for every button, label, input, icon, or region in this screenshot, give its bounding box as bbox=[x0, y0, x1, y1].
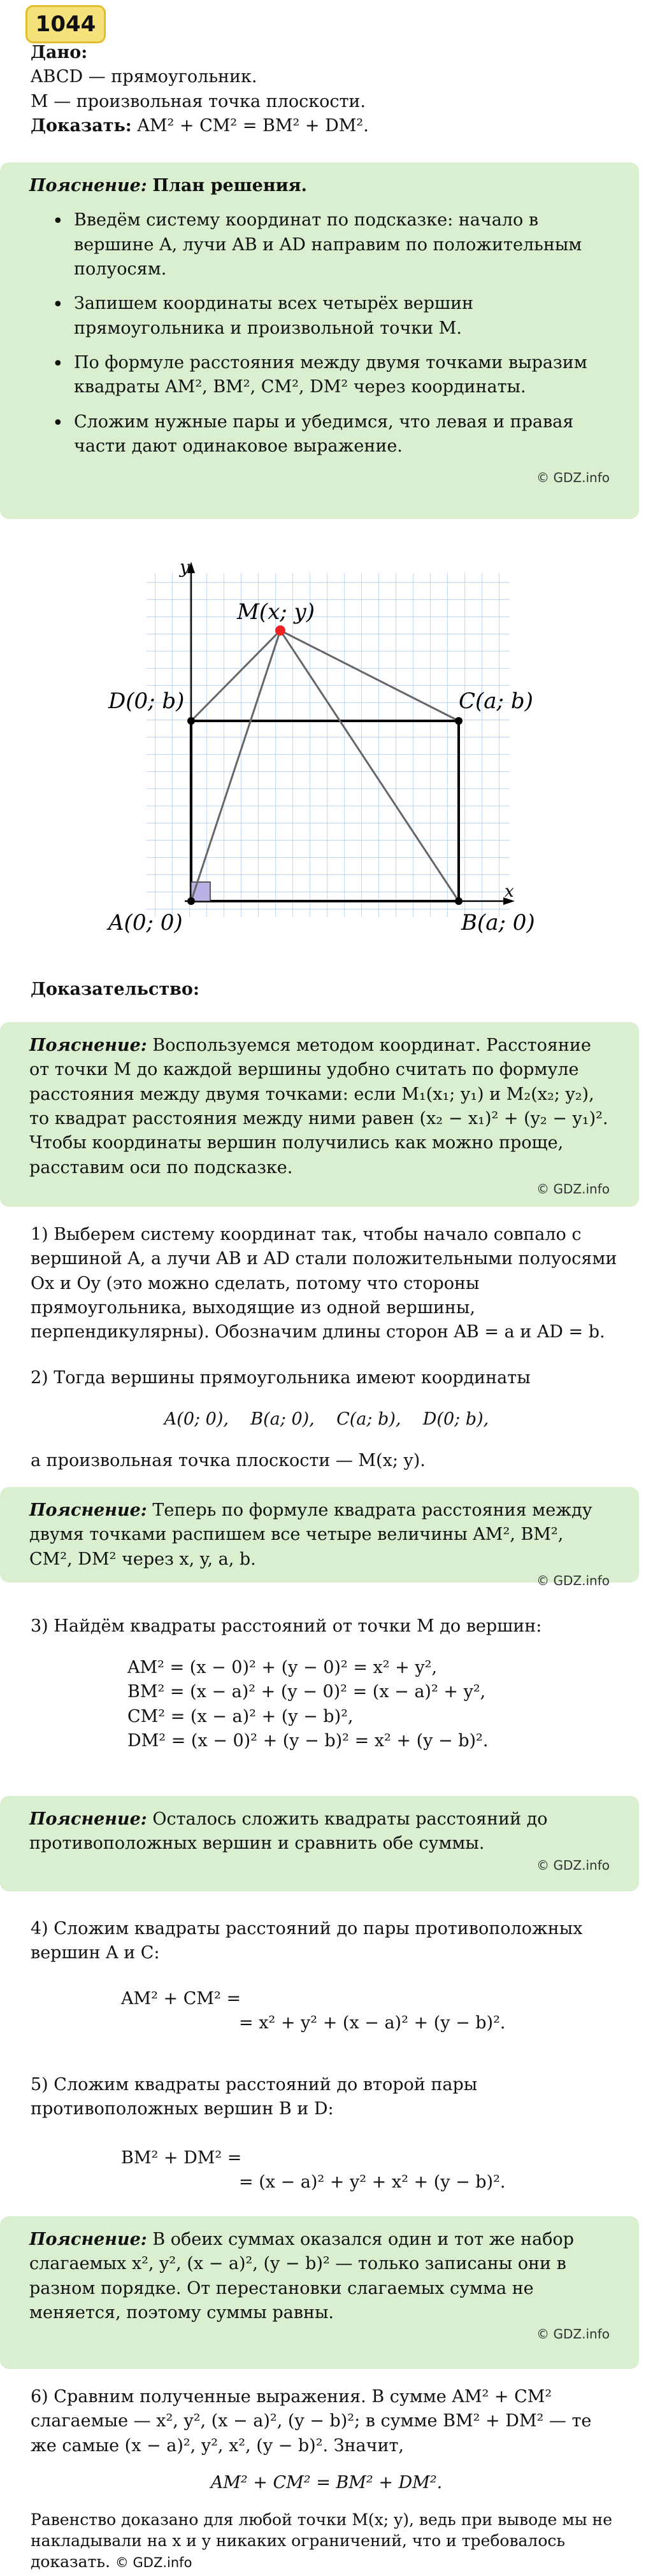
step-4: 4) Сложим квадраты расстояний до пары противоположных вершин A и C: bbox=[31, 1919, 583, 1963]
step-4-equations bbox=[121, 1987, 653, 2036]
rectangle-figure bbox=[0, 548, 653, 955]
label-m: M(x; y) bbox=[237, 599, 315, 625]
label-c: C(a; b) bbox=[459, 688, 533, 714]
prove-line: Доказать: AM² + CM² = BM² + DM². bbox=[31, 115, 369, 136]
eq-cm: CM² = (x − a)² + (y − b)², bbox=[127, 1706, 354, 1726]
label-b: B(a; 0) bbox=[461, 910, 535, 936]
note-1-text: Пояснение: Воспользуемся методом координат. Расстояние от точки M до каждой вершины удобно считать по формуле расстояния между двумя точками: если M₁(x₁; y₁) и M₂(x₂; y₂), то квадрат расстояния между ними равен (x₂ − x₁)² + (y₂ − y₁)². Чтобы координаты вершин получились как можно проще, расставим оси по подсказке. bbox=[29, 1035, 608, 1178]
plan-item-2: • Запишем координаты всех четырёх вершин прямоугольника и произвольной точки M. bbox=[29, 292, 610, 341]
step-6-equation: AM² + CM² = BM² + DM². bbox=[210, 2473, 443, 2493]
task-number: 1044 bbox=[25, 5, 106, 43]
axis-x-label: x bbox=[505, 882, 514, 901]
note-3-text: Пояснение: Осталось сложить квадраты расстояний до противоположных вершин и сравнить обе суммы. bbox=[29, 1809, 548, 1854]
note-4-text: Пояснение: В обеих суммах оказался один и тот же набор слагаемых x², y², (x − a)², (y − b)² — только записаны они в разном порядке. От перестановки слагаемых сумма не меняется, поэтому суммы равны. bbox=[29, 2230, 574, 2323]
given-title: Дано: bbox=[31, 43, 88, 62]
eq-sum-ac-right: = x² + y² + (x − a)² + (y − b)². bbox=[239, 2013, 506, 2033]
eq-sum-ac-left: AM² + CM² = bbox=[121, 1989, 241, 2009]
plan-copyright: © GDZ.info bbox=[536, 470, 610, 486]
given-line-1: ABCD — прямоугольник. bbox=[31, 67, 257, 87]
point-b bbox=[455, 897, 463, 905]
note-box-4 bbox=[0, 2216, 639, 2369]
point-a bbox=[187, 897, 195, 905]
note-2-text: Пояснение: Теперь по формуле квадрата расстояния между двумя точками распишем все четыре величины AM², BM², CM², DM² через x, y, a, b. bbox=[29, 1500, 592, 1569]
final-conclusion: Равенство доказано для любой точки M(x; y), ведь при выводе мы не накладывали на x и y никаких ограничений, что и требовалось доказать. © GDZ.info bbox=[31, 2510, 613, 2571]
label-d: D(0; b) bbox=[108, 688, 185, 714]
note-3-copyright: © GDZ.info bbox=[536, 1857, 610, 1873]
given-line-2: M — произвольная точка плоскости. bbox=[31, 91, 366, 111]
eq-sum-bd-right: = (x − a)² + y² + x² + (y − b)². bbox=[239, 2172, 506, 2193]
given-block bbox=[0, 41, 653, 138]
note-1-copyright: © GDZ.info bbox=[536, 1181, 610, 1197]
axis-y-label: y bbox=[180, 557, 190, 578]
label-a: A(0; 0) bbox=[108, 910, 183, 936]
point-d bbox=[187, 717, 195, 725]
note-4-copyright: © GDZ.info bbox=[536, 2326, 610, 2342]
final-copyright: © GDZ.info bbox=[115, 2555, 192, 2570]
step-2-tail: а произвольная точка плоскости — M(x; y). bbox=[31, 1451, 426, 1470]
eq-sum-bd-left: BM² + DM² = bbox=[121, 2148, 242, 2168]
plan-item-4: • Сложим нужные пары и убедимся, что левая и правая части дают одинаковое выражение. bbox=[29, 410, 610, 459]
plan-box bbox=[0, 162, 639, 519]
note-box-3 bbox=[0, 1796, 639, 1891]
step-2: 2) Тогда вершины прямоугольника имеют координаты bbox=[31, 1368, 531, 1388]
eq-bm: BM² = (x − a)² + (y − 0)² = (x − a)² + y², bbox=[127, 1682, 486, 1702]
proof-title: Доказательство: bbox=[31, 979, 199, 999]
point-c bbox=[455, 717, 463, 725]
eq-am: AM² = (x − 0)² + (y − 0)² = x² + y², bbox=[127, 1658, 438, 1677]
step-3-equations bbox=[127, 1656, 653, 1753]
note-box-1 bbox=[0, 1022, 639, 1207]
note-2-copyright: © GDZ.info bbox=[536, 1572, 610, 1588]
plan-item-3: • По формуле расстояния между двумя точками выразим квадраты AM², BM², CM², DM² через координаты. bbox=[29, 351, 610, 400]
point-m bbox=[275, 625, 285, 636]
plan-title: Пояснение: План решения. bbox=[29, 176, 307, 196]
eq-dm: DM² = (x − 0)² + (y − b)² = x² + (y − b)². bbox=[127, 1730, 489, 1751]
step-3: 3) Найдём квадраты расстояний от точки M до вершин: bbox=[31, 1616, 542, 1636]
plan-item-1: • Введём систему координат по подсказке: начало в вершине A, лучи AB и AD направим по положительным полуосям. bbox=[29, 208, 610, 281]
step-5: 5) Сложим квадраты расстояний до второй пары противоположных вершин B и D: bbox=[31, 2075, 478, 2119]
step-5-equations bbox=[121, 2146, 653, 2195]
step-1: 1) Выберем систему координат так, чтобы начало совпало с вершиной A, а лучи AB и AD стали положительными полуосями Ox и Oy (это можно сделать, потому что стороны прямоугольника, выходящие из одной вершины, перпендикулярны). Обозначим длины сторон AB = a и AD = b. bbox=[31, 1225, 617, 1342]
step-2-coords: A(0; 0), B(a; 0), C(a; b), D(0; b), bbox=[164, 1409, 489, 1429]
note-box-2 bbox=[0, 1487, 639, 1588]
grid-background bbox=[147, 573, 510, 917]
step-6: 6) Сравним полученные выражения. В сумме AM² + CM² слагаемые — x², y², (x − a)², (y − b)²; в сумме BM² + DM² — те же самые (x − a)², y², x², (y − b)². Значит, bbox=[31, 2387, 592, 2456]
